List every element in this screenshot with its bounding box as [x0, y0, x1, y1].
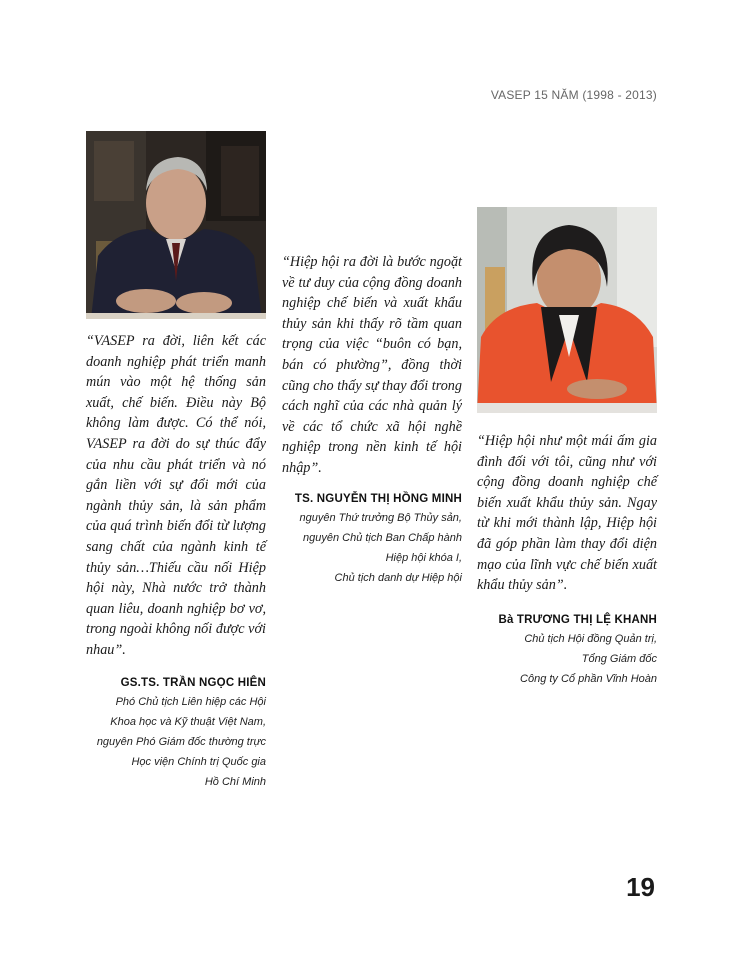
testimonial-column-1 [86, 131, 266, 793]
testimonial-column-3 [477, 207, 657, 689]
author-role-line: Tổng Giám đốc [581, 652, 657, 665]
author-role-3 [477, 629, 657, 690]
quote-text-3: “Hiệp hội như một mái ấm gia đình đối với tôi, cũng như với cộng đồng doanh nghiệp chế biến xuất khẩu thủy sản. Ngay từ khi mới thành lập, Hiệp hội đã góp phần làm thay đổi diện mạo của lĩnh vực chế biến xuất khẩu thủy sản”. [477, 433, 657, 594]
portrait-photo-1 [86, 131, 266, 319]
quote-text-2: “Hiệp hội ra đời là bước ngoặt về tư duy của cộng đồng doanh nghiệp chế biến và xuất khẩu thủy sản khi thấy rõ tầm quan trọng của việc “buôn có bạn, bán có phường”, đồng thời cũng cho thấy sự thay đổi trong cách nghĩ của các nhà quản lý về các tổ chức xã hội nghề nghiệp trong nền kinh tế hội nhập”. [282, 254, 462, 476]
author-role-line: nguyên Thứ trưởng Bộ Thủy sản, [299, 511, 462, 524]
author-role-line: nguyên Phó Giám đốc thường trực [96, 735, 266, 748]
author-name-2: TS. NGUYỄN THỊ HỒNG MINH [294, 492, 462, 505]
page-number: 19 [626, 872, 655, 902]
author-role-line: Học viện Chính trị Quốc gia [131, 756, 266, 769]
author-role-line: Phó Chủ tịch Liên hiệp các Hội [115, 695, 266, 708]
testimonial-column-2 [282, 252, 462, 588]
author-role-line: Chủ tịch Hội đồng Quản trị, [524, 632, 657, 645]
running-header: VASEP 15 NĂM (1998 - 2013) [490, 88, 657, 102]
author-name-1: GS.TS. TRẦN NGỌC HIÊN [120, 676, 266, 689]
author-role-line: Công ty Cổ phần Vĩnh Hoàn [520, 673, 657, 686]
quote-text-1: “VASEP ra đời, liên kết các doanh nghiệp phát triển manh mún vào một hệ thống sản xuất, chế biến. Điều này Bộ không làm được. Có thể nói, VASEP ra đời do sự thúc đẩy của nhu cầu phát triển và nó gắn liền với sự đổi mới của ngành thủy sản, là sản phẩm của quá trình biến đổi từ lượng sang chất của ngành kinh tế thủy sản…Thiếu cầu nối Hiệp hội này, Nhà nước trở thành quan liêu, doanh nghiệp bơ vơ, trong ngoài không nối được với nhau”. [86, 333, 266, 658]
author-role-line: Hiệp hội khóa I, [385, 551, 462, 564]
author-role-line: Chủ tịch danh dự Hiệp hội [334, 572, 462, 585]
author-role-2 [282, 508, 462, 589]
author-name-3: Bà TRƯƠNG THỊ LỆ KHANH [498, 613, 657, 626]
author-role-1 [86, 692, 266, 793]
author-role-line: nguyên Chủ tịch Ban Chấp hành [302, 531, 462, 544]
author-role-line: Hồ Chí Minh [204, 776, 266, 789]
author-role-line: Khoa học và Kỹ thuật Việt Nam, [110, 715, 266, 728]
portrait-photo-3 [477, 207, 657, 413]
